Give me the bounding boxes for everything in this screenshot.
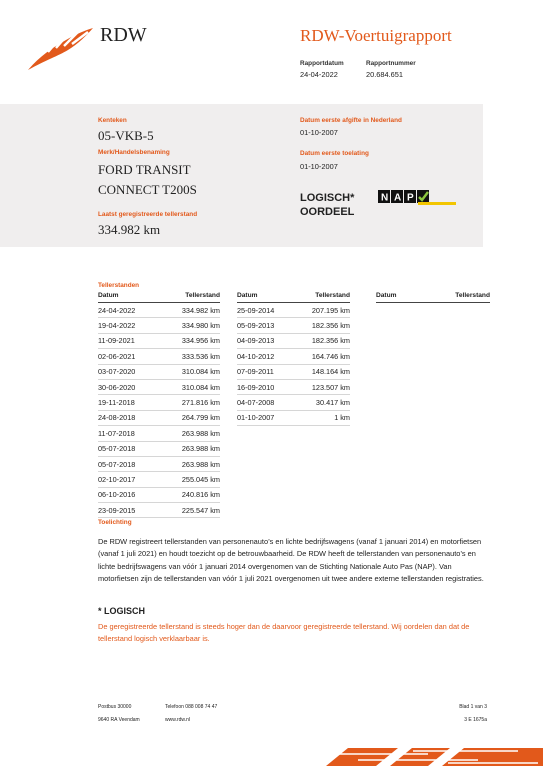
reading-date: 19-11-2018 [98,398,135,408]
footer-web: www.rdw.nl [165,717,191,723]
report-title: RDW-Voertuigrapport [300,26,452,45]
table-row [98,457,220,472]
reading-date: 11-09-2021 [98,336,135,346]
table-row [98,426,220,441]
table-row [98,442,220,457]
explanation-title: Toelichting [98,519,132,526]
first-admission-label: Datum eerste toelating [300,150,369,157]
svg-text:P: P [407,192,414,204]
reading-value: 164.746 km [311,351,350,361]
table-row [98,472,220,487]
reading-value: 334.956 km [181,336,220,346]
reading-value: 334.980 km [181,321,220,331]
make-line-1: FORD TRANSIT [98,162,191,177]
reading-date: 02-06-2021 [98,351,136,361]
table-row [98,349,220,364]
reading-date: 23-09-2015 [98,505,136,515]
footer-phone: Telefoon 088 008 74 47 [165,704,218,710]
table-row [98,488,220,503]
reading-date: 19-04-2022 [98,321,136,331]
table-row [237,380,350,395]
footer-city: 9640 RA Veendam [98,717,140,723]
reading-value: 1 km [334,413,350,423]
table-row [98,365,220,380]
report-number: 20.684.651 [366,70,403,79]
reading-value: 310.084 km [181,367,220,377]
svg-text:A: A [394,192,402,204]
table-row [237,334,350,349]
reading-value: 182.356 km [311,321,350,331]
reading-date: 03-07-2020 [98,367,136,377]
reading-value: 207.195 km [311,305,350,315]
reading-date: 04-10-2012 [237,351,275,361]
table-row [98,318,220,333]
table-row [237,303,350,318]
make-line-2: CONNECT T200S [98,182,197,197]
reading-value: 310.084 km [181,382,220,392]
first-nl-date: 01-10-2007 [300,128,338,137]
readings-column-2 [237,292,350,426]
reading-value: 148.164 km [311,367,350,377]
last-reading: 334.982 km [98,222,161,237]
reading-value: 123.507 km [311,382,350,392]
table-header: Datum Tellerstand [237,292,350,303]
footer-code: 3 E 1675a [464,717,487,723]
readings-column-1 [98,292,220,518]
reading-date: 06-10-2016 [98,490,136,500]
reading-date: 05-07-2018 [98,459,136,469]
readings-column-3 [376,292,490,303]
reading-value: 271.816 km [181,398,220,408]
table-row [237,365,350,380]
first-admission-date: 01-10-2007 [300,162,338,171]
table-row [237,411,350,426]
reading-date: 30-06-2020 [98,382,136,392]
reading-date: 01-10-2007 [237,413,275,423]
reading-value: 333.536 km [181,351,220,361]
logic-title: * LOGISCH [98,606,146,616]
decorative-stripes-icon [318,745,543,768]
reading-value: 334.982 km [181,305,220,315]
table-row [98,411,220,426]
reading-date: 24-08-2018 [98,413,136,423]
vehicle-summary-panel [0,104,483,247]
table-row [98,334,220,349]
reading-date: 16-09-2010 [237,382,275,392]
footer-page: Blad 1 van 3 [459,704,487,710]
reading-value: 225.547 km [181,505,220,515]
reading-value: 263.988 km [181,444,220,454]
reading-date: 05-07-2018 [98,444,136,454]
table-row [237,318,350,333]
table-row [98,395,220,410]
first-nl-label: Datum eerste afgifte in Nederland [300,117,402,124]
brand-name: RDW [100,24,147,46]
reading-date: 25-09-2014 [237,305,275,315]
table-row [98,503,220,518]
verdict [300,191,354,219]
table-row [237,349,350,364]
reading-date: 05-09-2013 [237,321,275,331]
reading-value: 182.356 km [311,336,350,346]
table-row [98,303,220,318]
license-plate: 05-VKB-5 [98,128,154,143]
reading-date: 07-09-2011 [237,367,274,377]
rdw-logo-icon [26,26,94,72]
reading-date: 11-07-2018 [98,428,135,438]
reading-date: 24-04-2022 [98,305,136,315]
verdict-line-1: LOGISCH* [300,192,355,204]
last-reading-label: Laatst geregistreerde tellerstand [98,211,198,218]
make-label: Merk/Handelsbenaming [98,149,170,156]
reading-value: 264.799 km [181,413,220,423]
reading-value: 30.417 km [315,398,350,408]
logic-text: De geregistreerde tellerstand is steeds hoger dan de daarvoor geregistreerde tellerstand. Wij oordelen dan dat de tellerstand logisch verklaarbaar is. [98,622,470,644]
table-row [98,380,220,395]
readings-section-label: Tellerstanden [98,282,140,289]
verdict-line-2: OORDEEL [300,206,355,218]
table-row [237,395,350,410]
reading-date: 02-10-2017 [98,474,136,484]
table-header: Datum Tellerstand [376,292,490,303]
reading-value: 255.045 km [181,474,220,484]
report-date: 24-04-2022 [300,70,338,79]
plate-label: Kenteken [98,117,127,124]
reading-date: 04-09-2013 [237,336,275,346]
svg-text:N: N [381,192,389,204]
table-header: Datum Tellerstand [98,292,220,303]
explanation-text: De RDW registreert tellerstanden van personenauto’s en lichte bedrijfswagens (vanaf 1 januari 2014) en motorfietsen (vanaf 1 juli 2021) en houdt toezicht op de betrouwbaarheid. De RDW heeft de tellerstanden van personenauto’s en lichte bedrijfswagens van vóór 1 januari 2014 overgenomen van de Stichting Nationale Auto Pas (NAP). Van motorfietsen zijn de tellerstanden van vóór 1 juli 2021 overgenomen uit twee andere externe tellerstanden registraties. [98,537,484,584]
footer-po-box: Postbus 30000 [98,704,132,710]
reading-value: 263.988 km [181,459,220,469]
nap-logo-icon [378,189,456,205]
reading-date: 04-07-2008 [237,398,275,408]
report-number-label: Rapportnummer [366,60,416,67]
reading-value: 263.988 km [181,428,220,438]
report-date-label: Rapportdatum [300,60,344,67]
reading-value: 240.816 km [181,490,220,500]
